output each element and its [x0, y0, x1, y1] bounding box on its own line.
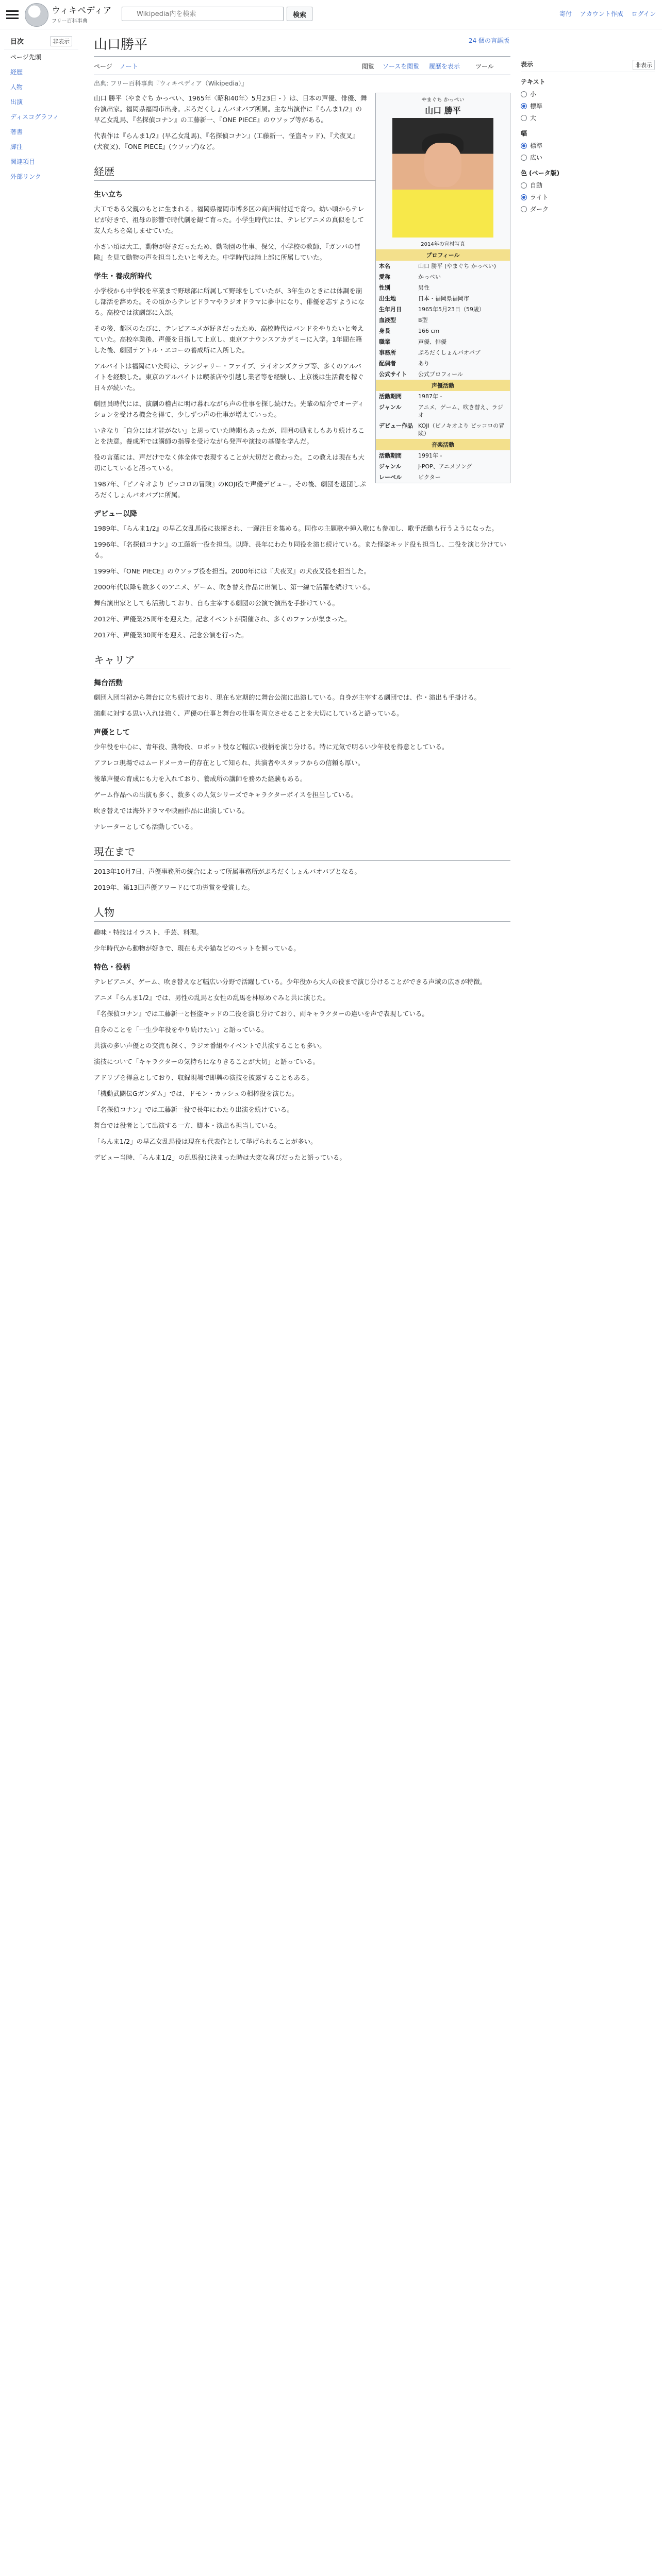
logo-subtitle: フリー百科事典 — [52, 19, 88, 24]
infobox-key: 愛称 — [379, 274, 390, 280]
infobox-key: 公式サイト — [379, 371, 407, 378]
paragraph: その後、都区のたびに、テレビアニメが好きだったため、高校時代はバンドをやりたいと考えていた。高校卒業後、声優を目指して上京し、東京アナウンスアカデミーに入学。1年間在籍した後、劇団テアトル・エコーの養成所に入所した。 — [94, 325, 364, 354]
infobox-music-rows — [376, 450, 510, 483]
option-label: 広い — [530, 154, 543, 161]
text-size-large[interactable] — [521, 112, 655, 124]
infobox-value: 166 cm — [418, 328, 440, 334]
toc-item-top[interactable]: ページ先頭 — [10, 54, 41, 61]
toc-item-external-links[interactable]: 外部リンク — [10, 173, 41, 180]
paragraph: ナレーターとしても活動している。 — [94, 823, 197, 831]
paragraph: 共演の多い声優との交流も深く、ラジオ番組やイベントで共演することも多い。 — [94, 1042, 326, 1049]
article-body — [94, 93, 510, 1163]
heading-career-2: キャリア — [94, 652, 510, 669]
radio-icon — [521, 182, 527, 189]
logo-text[interactable]: ウィキペディア — [52, 6, 112, 16]
paragraph: 舞台では役者として出演する一方、脚本・演出も担当している。 — [94, 1122, 281, 1129]
infobox-row — [376, 293, 510, 304]
radio-icon — [521, 206, 527, 212]
paragraph: 少年役を中心に、青年役、動物役、ロボット役など幅広い役柄を演じ分ける。特に元気で明るい少年役を得意としている。 — [94, 743, 449, 751]
appearance-hide-button[interactable]: 非表示 — [633, 60, 655, 70]
infobox-value: 1965年5月23日（59歳） — [418, 306, 485, 313]
text-size-small[interactable] — [521, 88, 655, 100]
infobox-value: かっぺい — [418, 274, 441, 280]
paragraph: 1996年、『名探偵コナン』の工藤新一役を担当。以降、長年にわたり同役を演じ続けている。また怪盗キッド役も担当し、二役を演じ分けている。 — [94, 540, 506, 559]
paragraph: 劇団員時代には、演劇の稽古に明け暮れながら声の仕事を探し続けた。先輩の紹介でオーディションを受ける機会を得て、少しずつ声の仕事が増えていった。 — [94, 400, 365, 418]
paragraph: テレビアニメ、ゲーム、吹き替えなど幅広い分野で活躍している。少年役から大人の役まで演じ分けることができる声域の広さが特徴。 — [94, 978, 487, 986]
infobox-row — [376, 450, 510, 461]
radio-selected-icon — [521, 194, 527, 200]
infobox-value: 1987年 - — [418, 393, 442, 400]
paragraph: 2017年、声優業30周年を迎え、記念公演を行った。 — [94, 631, 248, 639]
paragraph: 役の言葉には、声だけでなく体全体で表現することが大切だと教わった。この教えは現在も大切にしていると語っている。 — [94, 453, 365, 472]
paragraph: 演劇に対する思い入れは強く、声優の仕事と舞台の仕事を両立させることを大切にしていると語っている。 — [94, 709, 403, 717]
photo-face — [424, 143, 461, 187]
paragraph: いきなり「自分には才能がない」と思っていた時期もあったが、周囲の励ましもあり続けることを決意。養成所では講師の指導を受けながら発声や演技の基礎を学んだ。 — [94, 427, 365, 445]
paragraph: 小さい頃は大工、動物が好きだったため、動物園の仕事、保父、小学校の教師、『ガンバの冒険』を見て動物の声を担当したいと考えた。中学時代は陸上部に所属していた。 — [94, 243, 361, 261]
color-dark[interactable] — [521, 203, 655, 215]
paragraph: 2012年、声優業25周年を迎えた。記念イベントが開催され、多くのファンが集まった。 — [94, 615, 351, 623]
infobox-row — [376, 420, 510, 439]
tab-history[interactable]: 履歴を表示 — [429, 63, 460, 70]
appearance-title-text: 表示 — [521, 61, 534, 68]
paragraph: 少年時代から動物が好きで、現在も犬や猫などのペットを飼っている。 — [94, 944, 300, 952]
infobox-profile-head: プロフィール — [376, 249, 510, 261]
toc-item-related[interactable]: 関連項目 — [10, 158, 36, 165]
toc-item-person[interactable]: 人物 — [10, 83, 23, 91]
paragraph: 1987年、『ピノキオより ピッコロの冒険』のKOJI役で声優デビュー。その後、劇団を退団しぷろだくしょんバオバブに所属。 — [94, 480, 366, 499]
infobox-key: 血液型 — [379, 317, 396, 324]
intro-paragraph: 山口 勝平（やまぐち かっぺい、1965年〈昭和40年〉5月23日 - ）は、日本の声優、俳優、舞台演出家。福岡県福岡市出身。ぷろだくしょんバオバブ所属。主な出演作に『らんま1/2』の早乙女乱馬、『名探偵コナン』の工藤新一、『ONE PIECE』のウソップ等がある。 — [94, 94, 367, 124]
infobox-row — [376, 358, 510, 369]
heading-career: 経歴 — [94, 163, 510, 181]
paragraph: 「らんま1/2」の早乙女乱馬役は現在も代表作として挙げられることが多い。 — [94, 1138, 317, 1145]
infobox-key: 本名 — [379, 263, 390, 269]
infobox-row — [376, 282, 510, 293]
infobox-value: 1991年 - — [418, 452, 442, 459]
infobox-row — [376, 391, 510, 402]
option-label: 標準 — [530, 142, 543, 149]
infobox-row — [376, 304, 510, 315]
tab-read[interactable]: 閲覧 — [362, 63, 375, 70]
infobox-value: 男性 — [418, 284, 429, 291]
infobox-value: 日本・福岡県福岡市 — [418, 295, 469, 302]
paragraph: 演技について「キャラクターの気持ちになりきることが大切」と語っている。 — [94, 1058, 320, 1065]
infobox-row — [376, 315, 510, 326]
infobox-value: 声優、俳優 — [418, 338, 446, 345]
infobox-key: 配偶者 — [379, 360, 396, 367]
toc-sidebar — [0, 29, 82, 184]
infobox-key: 職業 — [379, 338, 390, 345]
option-label: 小 — [530, 91, 537, 98]
infobox-value: ビクター — [418, 474, 441, 481]
paragraph: 1989年、『らんま1/2』の早乙女乱馬役に抜擢され、一躍注目を集める。同作の主題歌や挿入歌にも参加し、歌手活動も行うようになった。 — [94, 524, 498, 532]
heading-feature: 特色・役柄 — [94, 963, 130, 972]
paragraph: アニメ『らんま1/2』では、男性の乱馬と女性の乱馬を林原めぐみと共に演じた。 — [94, 994, 329, 1002]
option-label: 自動 — [530, 182, 543, 189]
paragraph: 大工である父親のもとに生まれる。福岡県福岡市博多区の商店街付近で育つ。幼い頃からテレビが好きで、祖母の影響で時代劇を観て育った。小学生時代には、テレビアニメの真似をして友人たちを楽しませていた。 — [94, 205, 365, 234]
user-links — [553, 9, 656, 18]
login-link[interactable]: ログイン — [631, 10, 656, 18]
infobox-key: 活動期間 — [379, 393, 402, 400]
width-label: 幅 — [521, 130, 527, 137]
donate-link[interactable]: 寄付 — [559, 10, 572, 18]
infobox-photo[interactable] — [392, 118, 493, 238]
infobox-value: KOJI（ピノキオより ピッコロの冒険） — [418, 422, 505, 437]
paragraph: 『名探偵コナン』では工藤新一と怪盗キッドの二役を演じ分けており、両キャラクターの違いを声で表現している。 — [94, 1010, 428, 1018]
appearance-title — [521, 57, 655, 72]
paragraph: アフレコ現場ではムードメーカー的存在として知られ、共演者やスタッフからの信頼も厚い。 — [94, 759, 365, 767]
infobox-key: ジャンル — [379, 463, 402, 470]
infobox-value: J-POP、アニメソング — [418, 463, 472, 470]
tab-view-source[interactable]: ソースを閲覧 — [383, 63, 420, 70]
heading-person: 人物 — [94, 904, 510, 922]
main-menu-button[interactable] — [6, 8, 19, 21]
infobox-row — [376, 347, 510, 358]
paragraph: 「機動武闘伝Gガンダム」では、ドモン・カッシュの相棒役を演じた。 — [94, 1090, 299, 1097]
infobox-music-head: 音楽活動 — [376, 439, 510, 450]
intro-paragraph-2: 代表作は『らんま1/2』(早乙女乱馬)、『名探偵コナン』(工藤新一、怪盗キッド)、『犬夜叉』(犬夜叉)、『ONE PIECE』(ウソップ)など。 — [94, 132, 359, 150]
infobox — [375, 93, 510, 483]
paragraph: 『名探偵コナン』では工藤新一役で長年にわたり出演を続けている。 — [94, 1106, 293, 1113]
toc-hide-button[interactable]: 非表示 — [50, 36, 72, 46]
tab-page[interactable]: ページ — [94, 63, 112, 70]
infobox-key: デビュー作品 — [379, 422, 413, 429]
infobox-key: 出生地 — [379, 295, 396, 302]
infobox-key: 生年月日 — [379, 306, 402, 313]
radio-selected-icon — [521, 143, 527, 149]
paragraph: アルバイトは福岡にいた時は、ランジャリー・ファイブ、ライオンズクラブ等、多くのアルバイトを経験した。東京のアルバイトは喫茶店や引越し業者等を経験し、上京後は生活費を稼ぐ日々が続いた。 — [94, 362, 364, 392]
text-size-standard[interactable] — [521, 100, 655, 112]
paragraph: アドリブを得意としており、収録現場で即興の演技を披露することもある。 — [94, 1074, 313, 1081]
infobox-activity-rows — [376, 391, 510, 439]
infobox-key: 活動期間 — [379, 452, 402, 459]
infobox-row — [376, 402, 510, 420]
heading-stage: 舞台活動 — [94, 679, 123, 687]
paragraph: 自身のことを「一生少年役をやり続けたい」と語っている。 — [94, 1026, 268, 1033]
search-button[interactable]: 検索 — [287, 7, 312, 21]
heading-birth: 生い立ち — [94, 191, 123, 199]
paragraph: デビュー当時、「らんま1/2」の乱馬役に決まった時は大変な喜びだったと語っている。 — [94, 1154, 346, 1161]
paragraph: 劇団入団当初から舞台に立ち続けており、現在も定期的に舞台公演に出演している。自身が主宰する劇団では、作・演出も手掛ける。 — [94, 693, 481, 701]
toc-item-books[interactable]: 著書 — [10, 128, 23, 135]
option-label: 標準 — [530, 103, 543, 110]
infobox-key: 事務所 — [379, 349, 396, 356]
page-title: 山口勝平 — [94, 34, 510, 57]
toc-title — [4, 29, 78, 49]
option-label: ダーク — [530, 206, 549, 213]
paragraph: 吹き替えでは海外ドラマや映画作品に出演している。 — [94, 807, 249, 815]
color-auto[interactable] — [521, 179, 655, 191]
infobox-row — [376, 472, 510, 483]
infobox-value: B型 — [418, 317, 428, 324]
infobox-row — [376, 326, 510, 336]
infobox-row — [376, 272, 510, 282]
radio-icon — [521, 115, 527, 121]
width-standard[interactable] — [521, 140, 655, 151]
option-label: 大 — [530, 114, 537, 122]
infobox-value: 公式プロフィール — [418, 371, 463, 378]
color-label: 色 (ベータ版) — [521, 170, 560, 177]
text-size-label: テキスト — [521, 78, 545, 86]
heading-now: 現在まで — [94, 843, 510, 861]
radio-icon — [521, 155, 527, 161]
paragraph: 2000年代以降も数多くのアニメ、ゲーム、吹き替え作品に出演し、第一線で活躍を続けている。 — [94, 583, 374, 591]
infobox-activity-head: 声優活動 — [376, 380, 510, 391]
infobox-value: アニメ、ゲーム、吹き替え、ラジオ — [418, 404, 503, 418]
infobox-key: レーベル — [379, 474, 402, 481]
infobox-rows — [376, 261, 510, 380]
infobox-row — [376, 336, 510, 347]
toc-item-appearances[interactable]: 出演 — [10, 98, 23, 106]
toc-title-text: 目次 — [10, 38, 24, 46]
infobox-value: ぷろだくしょんバオバブ — [418, 349, 481, 356]
appearance-sidebar — [521, 57, 655, 215]
wikipedia-logo-icon[interactable] — [25, 3, 48, 27]
infobox-row — [376, 261, 510, 272]
tab-talk[interactable]: ノート — [120, 63, 138, 70]
infobox-kana: やまぐち かっぺい — [421, 97, 465, 103]
toc-item-notes[interactable]: 脚注 — [10, 143, 23, 150]
paragraph: ゲーム作品への出演も多く、数多くの人気シリーズでキャラクターボイスを担当している。 — [94, 791, 358, 799]
site-subtitle: 出典: フリー百科事典『ウィキペディア（Wikipedia）』 — [94, 80, 248, 87]
main-content — [82, 29, 514, 1168]
infobox-key: ジャンル — [379, 404, 402, 411]
toc-item-discography[interactable]: ディスコグラフィ — [10, 113, 59, 121]
radio-icon — [521, 91, 527, 97]
infobox-row — [376, 369, 510, 380]
create-account-link[interactable]: アカウント作成 — [580, 10, 623, 18]
width-wide[interactable] — [521, 151, 655, 163]
paragraph: 2013年10月7日、声優事務所の統合によって所属事務所がぷろだくしょんバオバブとなる。 — [94, 868, 361, 875]
paragraph: 舞台演出家としても活動しており、自ら主宰する劇団の公演で演出を手掛けている。 — [94, 599, 339, 607]
paragraph: 1999年、『ONE PIECE』のウソップ役を担当。2000年には『犬夜叉』の犬夜叉役を担当した。 — [94, 567, 371, 575]
infobox-name: 山口 勝平 — [425, 106, 461, 115]
infobox-value: 山口 勝平 (やまぐち かっぺい) — [418, 263, 496, 269]
color-light[interactable] — [521, 191, 655, 203]
paragraph: 2019年、第13回声優アワードにて功労賞を受賞した。 — [94, 884, 254, 891]
language-button[interactable]: 24 個の言語版 — [468, 37, 509, 44]
heading-voice: 声優として — [94, 728, 130, 737]
heading-debut: デビュー以降 — [94, 510, 137, 518]
infobox-value: あり — [418, 360, 429, 367]
paragraph: 小学校から中学校を卒業まで野球部に所属して野球をしていたが、3年生のときには体調を崩し部活を辞めた。その頃からテレビドラマやラジオドラマに夢中になり、俳優を志すようになる。高校では演劇部に入部。 — [94, 287, 365, 316]
radio-selected-icon — [521, 103, 527, 109]
infobox-caption: 2014年の宣材写真 — [421, 242, 465, 247]
tab-tools[interactable]: ツール — [475, 63, 494, 70]
toc-item-career[interactable]: 経歴 — [10, 69, 23, 76]
infobox-key: 身長 — [379, 328, 390, 334]
heading-school: 学生・養成所時代 — [94, 273, 152, 281]
page-tabs — [94, 57, 510, 75]
option-label: ライト — [530, 194, 549, 201]
paragraph: 後輩声優の育成にも力を入れており、養成所の講師を務めた経験もある。 — [94, 775, 307, 783]
search-input[interactable] — [122, 7, 284, 21]
site-header — [0, 0, 662, 29]
infobox-row — [376, 461, 510, 472]
infobox-key: 性別 — [379, 284, 390, 291]
paragraph: 趣味・特技はイラスト、手芸、料理。 — [94, 928, 203, 936]
